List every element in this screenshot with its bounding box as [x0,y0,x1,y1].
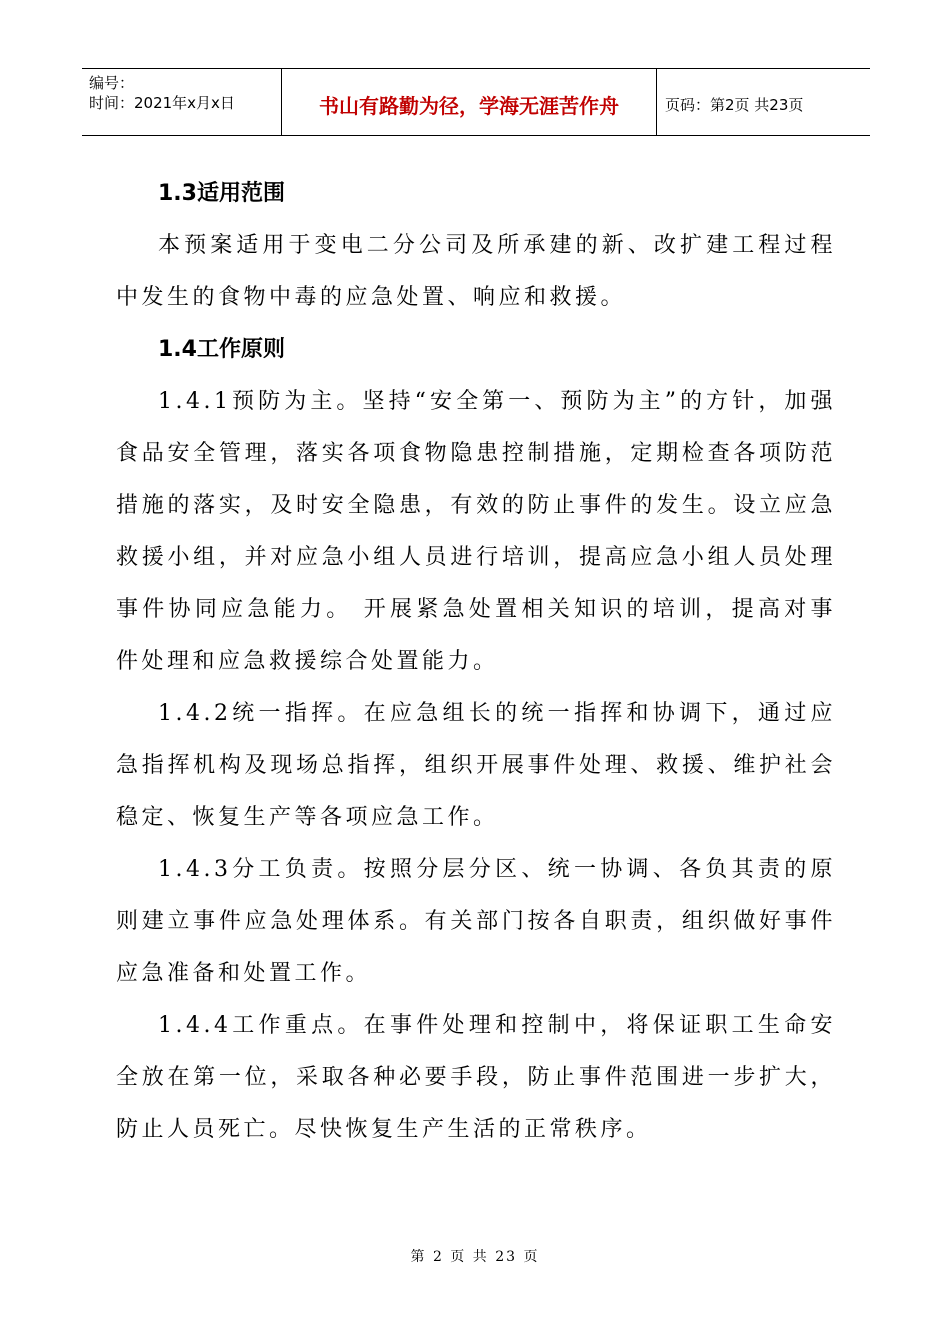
page-header [82,68,870,136]
doc-number: 编号： [89,74,135,92]
header-page-info: 页码：第2页 共23页 [665,95,804,114]
header-meta [82,69,282,135]
paragraph-1-4-1: 1.4.1预防为主。坚持“安全第一、预防为主”的方针，加强食品安全管理，落实各项食物隐患控制措施，定期检查各项防范措施的落实，及时安全隐患，有效的防止事件的发生。设立应急救援小组，并对应急小组人员进行培训，提高应急小组人员处理事件协同应急能力。 开展紧急处置相关知识的培训，提高对事件处理和应急救援综合处置能力。 [116,389,836,674]
paragraph-1-4-3: 1.4.3分工负责。按照分层分区、统一协调、各负其责的原则建立事件应急处理体系。有关部门按各自职责，组织做好事件应急准备和处置工作。 [116,857,836,986]
paragraph-1-4-4: 1.4.4工作重点。在事件处理和控制中，将保证职工生命安全放在第一位，采取各种必要手段，防止事件范围进一步扩大，防止人员死亡。尽快恢复生产生活的正常秩序。 [116,1013,836,1142]
section-heading-1-4: 1.4工作原则 [158,337,285,362]
header-motto: 书山有路勤为径，学海无涯苦作舟 [282,69,657,135]
paragraph-1-4-2: 1.4.2统一指挥。在应急组长的统一指挥和协调下，通过应急指挥机构及现场总指挥，组织开展事件处理、救援、维护社会稳定、恢复生产等各项应急工作。 [116,701,836,830]
document-body [116,168,836,1156]
paragraph-scope: 本预案适用于变电二分公司及所承建的新、改扩建工程过程中发生的食物中毒的应急处置、响应和救援。 [116,233,836,310]
page-footer: 第 2 页 共 23 页 [410,1249,540,1265]
section-heading-1-3: 1.3适用范围 [158,181,285,206]
doc-date: 时间：2021年x月x日 [89,94,235,112]
